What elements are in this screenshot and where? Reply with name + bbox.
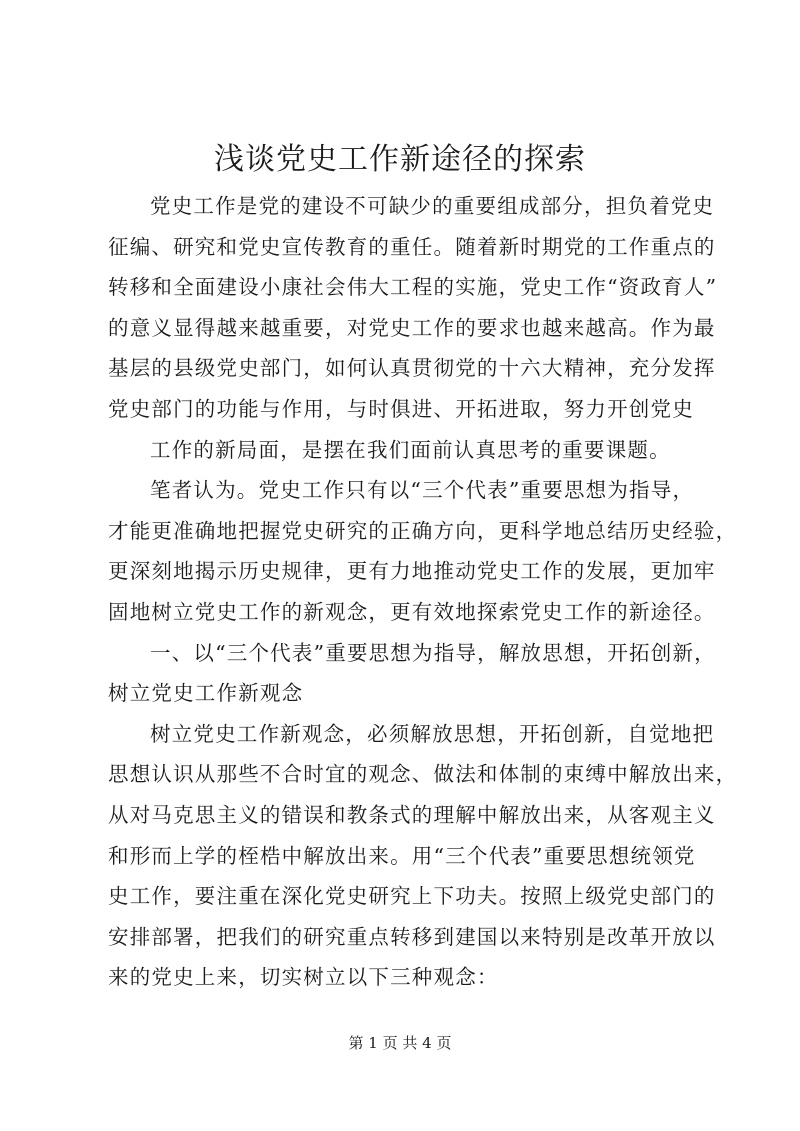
document-body [108,186,738,998]
page-footer: 第 1 页 共 4 页 [348,1034,452,1052]
text-line: 从对马克思主义的错误和教条式的理解中解放出来，从客观主义 [108,802,716,827]
text-line: 树立党史工作新观念，必须解放思想，开拓创新，自觉地把 [150,721,715,746]
text-line: 工作的新局面，是摆在我们面前认真思考的重要课题。 [150,437,671,462]
text-line: 笔者认为。党史工作只有以“三个代表”重要思想为指导， [150,478,695,503]
section-heading-line: 一、以“三个代表”重要思想为指导，解放思想，开拓创新， [150,640,716,665]
text-line: 基层的县级党史部门，如何认真贯彻党的十六大精神，充分发挥 [108,356,716,381]
section-heading-line: 树立党史工作新观念 [108,681,304,706]
text-line: 和形而上学的桎梏中解放出来。用“三个代表”重要思想统领党 [108,843,696,868]
text-line: 固地树立党史工作的新观念，更有效地探索党史工作的新途径。 [108,599,716,624]
text-line: 思想认识从那些不合时宜的观念、做法和体制的束缚中解放出来， [108,762,738,787]
text-line: 党史工作是党的建设不可缺少的重要组成部分，担负着党史 [150,194,715,218]
document-title: 浅谈党史工作新途径的探索 [214,142,586,177]
text-line: 的意义显得越来越重要，对党史工作的要求也越来越高。作为最 [108,315,716,340]
text-line: 征编、研究和党史宣传教育的重任。随着新时期党的工作重点的 [108,234,716,259]
text-line: 更深刻地揭示历史规律，更有力地推动党史工作的发展，更加牢 [108,559,716,584]
text-line: 来的党史上来，切实树立以下三种观念： [108,965,499,990]
text-line: 安排部署，把我们的研究重点转移到建国以来特别是改革开放以 [108,924,716,949]
text-line: 党史部门的功能与作用，与时俱进、开拓进取，努力开创党史 [108,396,694,421]
text-line: 史工作，要注重在深化党史研究上下功夫。按照上级党史部门的 [108,884,716,909]
text-line: 转移和全面建设小康社会伟大工程的实施，党史工作“资政育人” [108,275,718,300]
text-line: 才能更准确地把握党史研究的正确方向，更科学地总结历史经验， [108,518,738,543]
